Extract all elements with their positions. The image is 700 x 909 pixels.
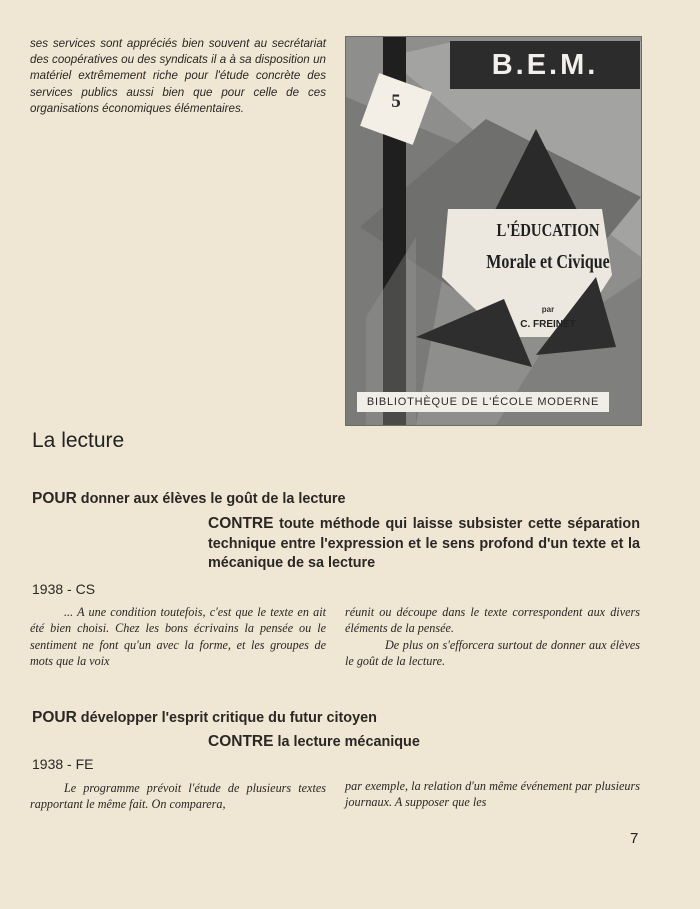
cover-by: par	[541, 305, 555, 314]
contre-text: la lecture mécanique	[273, 734, 420, 750]
citation-1-left-column	[30, 604, 326, 670]
year-reference-2: 1938 - FE	[32, 756, 94, 772]
book-cover	[345, 36, 642, 426]
citation-1-right-text-1: réunit ou découpe dans le texte correspondent aux divers éléments de la pensée.	[345, 605, 640, 636]
page-number: 7	[630, 830, 639, 847]
citation-2-left-column	[30, 780, 326, 813]
cover-title-line2: Morale et Civique	[486, 251, 610, 273]
pour-statement-2	[32, 709, 377, 727]
citation-1-left-text: ... A une condition toutefois, c'est que le texte en ait été bien choisi. Chez les bons écrivains la pensée ou le sentiment ne font qu'un avec la forme, et les groupes de mots que la voix	[30, 605, 326, 669]
cover-title-line1: L'ÉDUCATION	[496, 220, 600, 240]
citation-2-right-text: par exemple, la relation d'un même événement par plusieurs journaux. A supposer que les	[345, 779, 640, 810]
cover-collection: BIBLIOTHÈQUE DE L'ÉCOLE MODERNE	[357, 392, 609, 412]
cover-number: 5	[391, 91, 401, 112]
contre-statement-1	[208, 514, 640, 574]
contre-text: toute méthode qui laisse subsister cette séparation technique entre l'expression et le sens profond d'un texte et la mécanique de sa lecture	[208, 516, 640, 571]
section-title: La lecture	[32, 429, 125, 452]
pour-keyword: POUR	[32, 490, 77, 507]
cover-author: C. FREINET	[520, 319, 576, 330]
pour-text: donner aux élèves le goût de la lecture	[76, 491, 346, 507]
intro-paragraph: ses services sont appréciés bien souvent au secrétariat des coopératives ou des syndicats il a à sa disposition un matériel extrêmement riche pour l'étude concrète des services publics aussi bien que pour celle de ces organisations économiques élémentaires.	[30, 37, 326, 115]
contre-keyword: CONTRE	[208, 515, 274, 532]
citation-1-right-column	[345, 604, 640, 670]
contre-statement-2	[208, 733, 420, 751]
cover-series-title: B.E.M.	[450, 41, 640, 89]
citation-2-right-column	[345, 778, 640, 811]
year-reference-1: 1938 - CS	[32, 581, 96, 597]
citation-2-left-text: Le programme prévoit l'étude de plusieurs textes rapportant le même fait. On comparera,	[30, 781, 326, 812]
citation-1-right-text-2: De plus on s'efforcera surtout de donner aux élèves le goût de la lecture.	[345, 637, 640, 669]
pour-text: développer l'esprit critique du futur citoyen	[76, 710, 377, 726]
pour-statement-1	[32, 490, 346, 508]
contre-keyword: CONTRE	[208, 733, 274, 750]
pour-keyword: POUR	[32, 709, 77, 726]
